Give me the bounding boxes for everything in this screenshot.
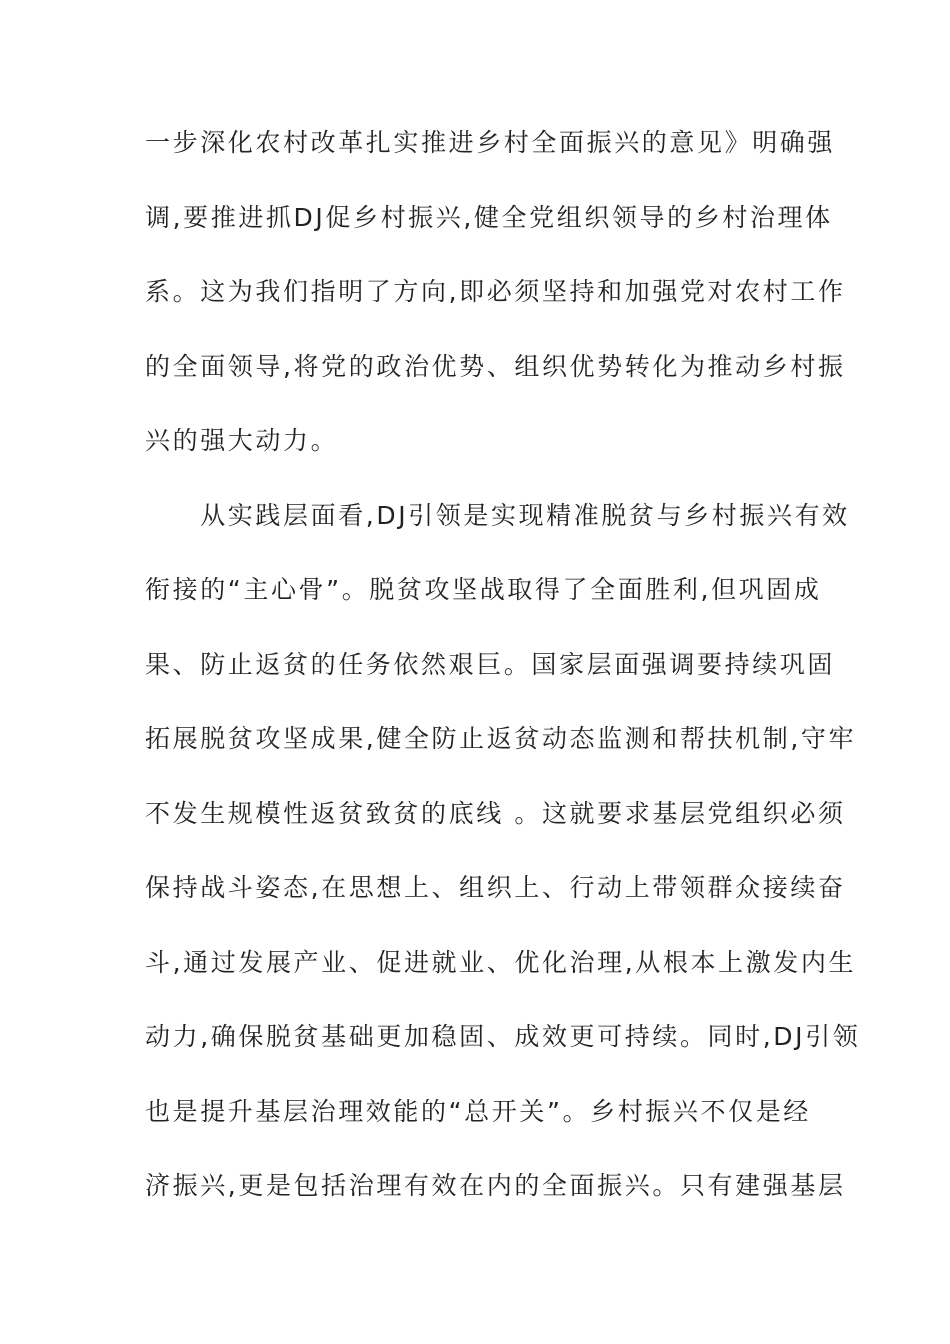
text-line: 动力,确保脱贫基础更加稳固、成效更可持续。同时,DJ引领 <box>145 1022 861 1051</box>
body-text <box>145 118 861 1236</box>
text-line: 斗,通过发展产业、促进就业、优化治理,从根本上激发内生 <box>145 947 857 977</box>
text-line: 从实践层面看,DJ引领是实现精准脱贫与乡村振兴有效 <box>145 500 850 530</box>
text-line: 系。这为我们指明了方向,即必须坚持和加强党对农村工作 <box>145 277 846 306</box>
text-line: 保持战斗姿态,在思想上、组织上、行动上带领群众接续奋 <box>145 873 846 902</box>
text-line: 的全面领导,将党的政治优势、组织优势转化为推动乡村振 <box>145 351 846 381</box>
text-line: 不发生规模性返贫致贫的底线 。这就要求基层党组织必须 <box>145 798 846 828</box>
text-line: 拓展脱贫攻坚成果,健全防止返贫动态监测和帮扶机制,守牢 <box>145 724 857 753</box>
text-line: 衔接的“主心骨”。脱贫攻坚战取得了全面胜利,但巩固成 <box>145 575 822 604</box>
text-line: 一步深化农村改革扎实推进乡村全面振兴的意见》明确强 <box>145 128 836 157</box>
text-line: 济振兴,更是包括治理有效在内的全面振兴。只有建强基层 <box>145 1171 846 1200</box>
text-line: 也是提升基层治理效能的“总开关”。乡村振兴不仅是经 <box>145 1096 811 1126</box>
text-line: 兴的强大动力。 <box>145 426 339 455</box>
text-line: 果、防止返贫的任务依然艰巨。国家层面强调要持续巩固 <box>145 649 836 679</box>
text-line: 调,要推进抓DJ促乡村振兴,健全党组织领导的乡村治理体 <box>145 202 833 232</box>
